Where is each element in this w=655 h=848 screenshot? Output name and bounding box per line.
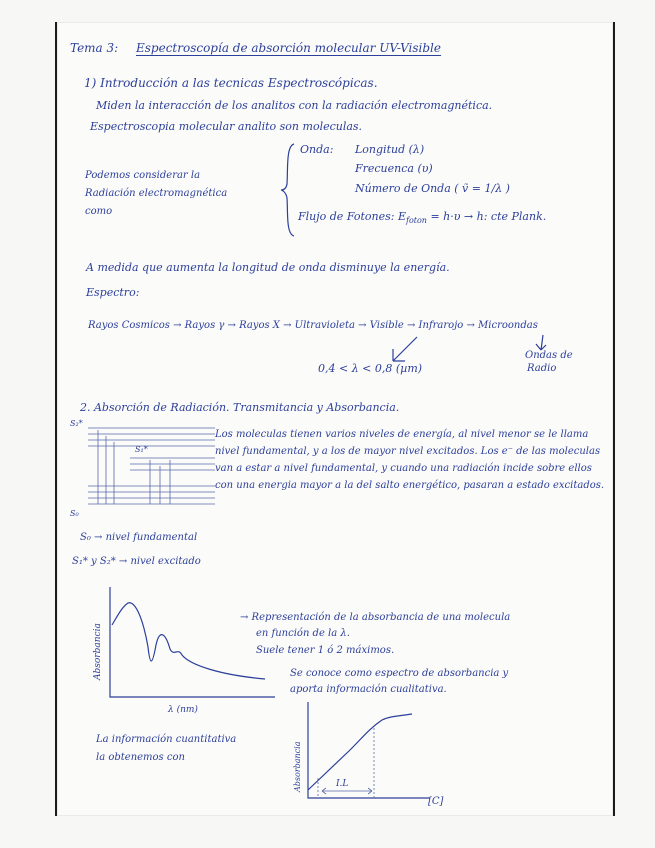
calibration-plot: [290, 700, 450, 805]
plot-desc-2: en función de la λ.: [256, 628, 350, 639]
spectrum-label: Espectro:: [86, 286, 140, 299]
section2-heading: 2. Absorción de Radiación. Transmitancia y Absorbancia.: [80, 401, 400, 414]
onda-label: Onda:: [300, 143, 334, 156]
energy-level-diagram: [70, 416, 220, 516]
plot-desc-5: aporta información cualitativa.: [290, 684, 447, 695]
radio-label-2: Radio: [527, 363, 557, 374]
page-title: Espectroscopía de absorción molecular UV-Visible: [136, 41, 441, 55]
radiation-left-3: como: [85, 206, 113, 217]
radio-label-1: Ondas de: [525, 350, 573, 361]
calibration-left-1: La información cuantitativa: [96, 734, 237, 745]
plot-desc-1: → Representación de la absorbancia de una molecula: [240, 612, 511, 623]
onda-item-1: Longitud (λ): [355, 143, 425, 156]
radiation-left-1: Podemos considerar la: [85, 170, 201, 181]
calibration-left-2: la obtenemos con: [96, 752, 185, 763]
section2-paragraph: Los moleculas tienen varios niveles de energía, al nivel menor se le llama nivel fundamental, y a los de mayor nivel excitados. Los e⁻ de las moleculas van a estar a nivel fundamental, y cuando una radiación incide sobre ellos con una energia mayor a la del salto energético, pasaran a estado excitados.: [215, 429, 605, 491]
calibration-ylabel: Absorbancia: [293, 741, 302, 792]
note-excitado: S₁* y S₂* → nivel excitado: [72, 556, 201, 567]
section1-line2: Espectroscopia molecular analito son moleculas.: [90, 120, 363, 133]
flujo-fotones: Flujo de Fotones: $E_{foton} = h\cdot\upsilon \to h$: cte Plank.: [298, 210, 547, 226]
onda-item-3: Número de Onda ( ṽ = 1/λ ): [355, 182, 510, 195]
note-fundamental: S₀ → nivel fundamental: [80, 532, 198, 543]
section1-heading: 1) Introducción a las tecnicas Espectroscópicas.: [84, 76, 378, 90]
title-prefix: Tema 3:: [70, 41, 119, 55]
absorption-spectrum-plot: [90, 585, 280, 715]
visible-range: 0,4 < λ < 0,8 (µm): [318, 362, 423, 375]
onda-item-2: Frecuenca (υ): [355, 162, 433, 175]
calibration-curve: [308, 714, 412, 790]
visible-arrow: [385, 335, 425, 365]
plot-desc-3: Suele tener 1 ó 2 máximos.: [256, 645, 395, 656]
spectrum-ylabel: Absorbancia: [93, 623, 103, 680]
wavelength-note: A medida que aumenta la longitud de onda disminuye la energía.: [86, 261, 450, 274]
s0-label: S₀: [70, 509, 79, 518]
radiation-left-2: Radiación electromagnética: [85, 188, 228, 199]
plot-desc-4: Se conoce como espectro de absorbancia y: [290, 668, 509, 679]
section1-line1: Miden la interacción de los analitos con la radiación electromagnética.: [96, 99, 493, 112]
il-label: I.L: [336, 779, 349, 789]
s2-label: S₂*: [70, 419, 83, 428]
s1-label: S₁*: [135, 445, 148, 454]
calibration-xlabel: [C]: [428, 796, 444, 807]
curly-brace: [280, 140, 300, 240]
spectrum-sequence: Rayos Cosmicos → Rayos γ → Rayos X → Ultravioleta → Visible → Infrarojo → Microondas: [88, 320, 538, 331]
spectrum-xlabel: λ (nm): [168, 705, 198, 715]
